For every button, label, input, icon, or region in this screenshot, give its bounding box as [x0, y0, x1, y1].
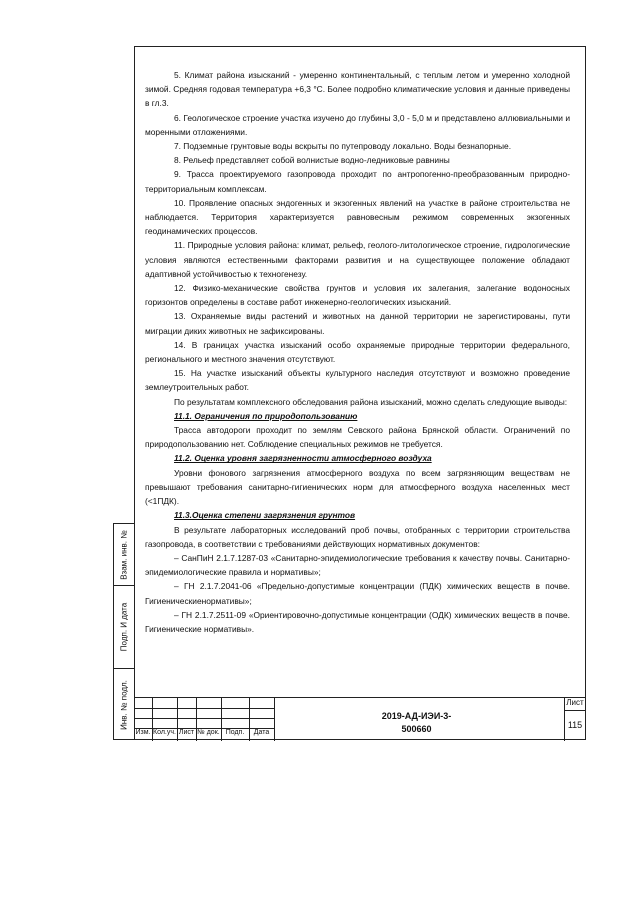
- document-code-line2: 500660: [401, 724, 432, 734]
- document-code-line1: 2019-АД-ИЭИ-3-: [381, 711, 452, 721]
- side-cell-podp: [114, 586, 134, 669]
- sheet-label: Лист: [566, 698, 584, 707]
- stamp-line: [134, 708, 274, 709]
- stamp-col-data: Дата: [253, 729, 270, 736]
- paragraph: 8. Рельеф представляет собой волнистые водно-ледниковые равнины: [174, 155, 450, 166]
- paragraph: 10. Проявление опасных эндогенных и экзогенных явлений на участке в районе строительства не наблюдается. Территория характеризуется равновесным режимом современных экзогенных геодинамических процессов.: [145, 197, 570, 237]
- paragraph: По результатам комплексного обследования района изысканий, можно сделать следующие выводы:: [174, 396, 568, 407]
- stamp-col-podp: Подп.: [225, 729, 245, 736]
- paragraph: Уровни фонового загрязнения атмосферного воздуха по всем загрязняющим веществам не превышают требования санитарно-гигиенических норм для атмосферного воздуха населенных мест (<1ПДК).: [145, 467, 570, 507]
- stamp-col-kolich: Кол.уч.: [153, 729, 176, 736]
- list-item: – ГН 2.1.7.2511-09 «Ориентировочно-допустимые концентрации (ОДК) химических веществ в почве. Гигиенические нормативы».: [145, 609, 570, 634]
- list-item: – ГН 2.1.7.2041-06 «Предельно-допустимые концентрации (ПДК) химических веществ в почве. Гигиеническиенормативы»;: [145, 581, 570, 606]
- stamp-col-izm: Изм.: [135, 729, 151, 736]
- list-item: – СанПиН 2.1.7.1287-03 «Санитарно-эпидемиологические требования к качеству почвы. Санитарно-эпидемиологические правила и нормативы»;: [145, 552, 570, 578]
- document-body: [145, 68, 570, 636]
- sheet-number: 115: [567, 720, 583, 730]
- paragraph: 14. В границах участка изысканий особо охраняемые природные территории федерального, регионального и местного значения отсутствуют.: [145, 339, 570, 365]
- side-cell-inv: [114, 669, 134, 740]
- side-stamp: [113, 523, 134, 740]
- paragraph: 11. Природные условия района: климат, рельеф, геолого-литологическое строение, гидрологические условия являются естественными факторами развития и на существующее положение обладают адаптивной устойчивостью к техногенезу.: [145, 240, 570, 279]
- paragraph: 12. Физико-механические свойства грунтов и условия их залегания, залегание водоносных горизонтов определены в составе работ инженерно-геологических изысканий.: [145, 283, 570, 308]
- paragraph: 9. Трасса проектируемого газопровода проходит по антропогенно-преобразованным природно-территориальным комплексам.: [145, 169, 570, 194]
- paragraph: В результате лабораторных исследований проб почвы, отобранных с территории строительства газопровода, в соответствии с требованиями действующих нормативных документов:: [145, 524, 570, 549]
- stamp-col-ndok: № док.: [197, 729, 220, 736]
- section-heading: 11.2. Оценка уровня загрязненности атмосферного воздуха: [174, 453, 432, 464]
- side-cell-vzam: [114, 524, 134, 586]
- title-block: [134, 697, 586, 740]
- paragraph: 13. Охраняемые виды растений и животных на данной территории не зарегистированы, пути миграции диких животных не зафиксированы.: [145, 311, 570, 336]
- side-label-podp: Подп. И дата: [119, 602, 129, 652]
- document-code: [274, 710, 559, 736]
- paragraph: 15. На участке изысканий объекты культурного наследия отсутствуют и возможно проведение землеутроительных работ.: [145, 368, 570, 393]
- paragraph: Трасса автодороги проходит по землям Севского района Брянской области. Ограничений по природопользованию нет. Соблюдение специальных режимов не требуется.: [145, 425, 570, 450]
- paragraph: 5. Климат района изысканий - умеренно континентальный, с теплым летом и умеренно холодной зимой. Средняя годовая температура +6,3 °С. Более подробно климатические условия и данные приведены в гл.3.: [145, 70, 570, 109]
- side-label-inv: Инв. № подл.: [119, 679, 129, 730]
- paragraph: 6. Геологическое строение участка изучено до глубины 3,0 - 5,0 м и представлено аллювиальными и моренными отложениями.: [145, 112, 570, 137]
- side-label-vzam: Взам. инв. №: [119, 529, 129, 580]
- stamp-line: [134, 718, 274, 719]
- paragraph: 7. Подземные грунтовые воды вскрыты по путепроводу локально. Воды безнапорные.: [174, 141, 512, 152]
- stamp-col-list: Лист: [178, 729, 195, 736]
- section-heading: 11.1. Ограничения по природопользованию: [174, 410, 358, 421]
- section-heading: 11.3.Оценка степени загрязнения грунтов: [174, 510, 356, 521]
- stamp-line: [564, 710, 586, 711]
